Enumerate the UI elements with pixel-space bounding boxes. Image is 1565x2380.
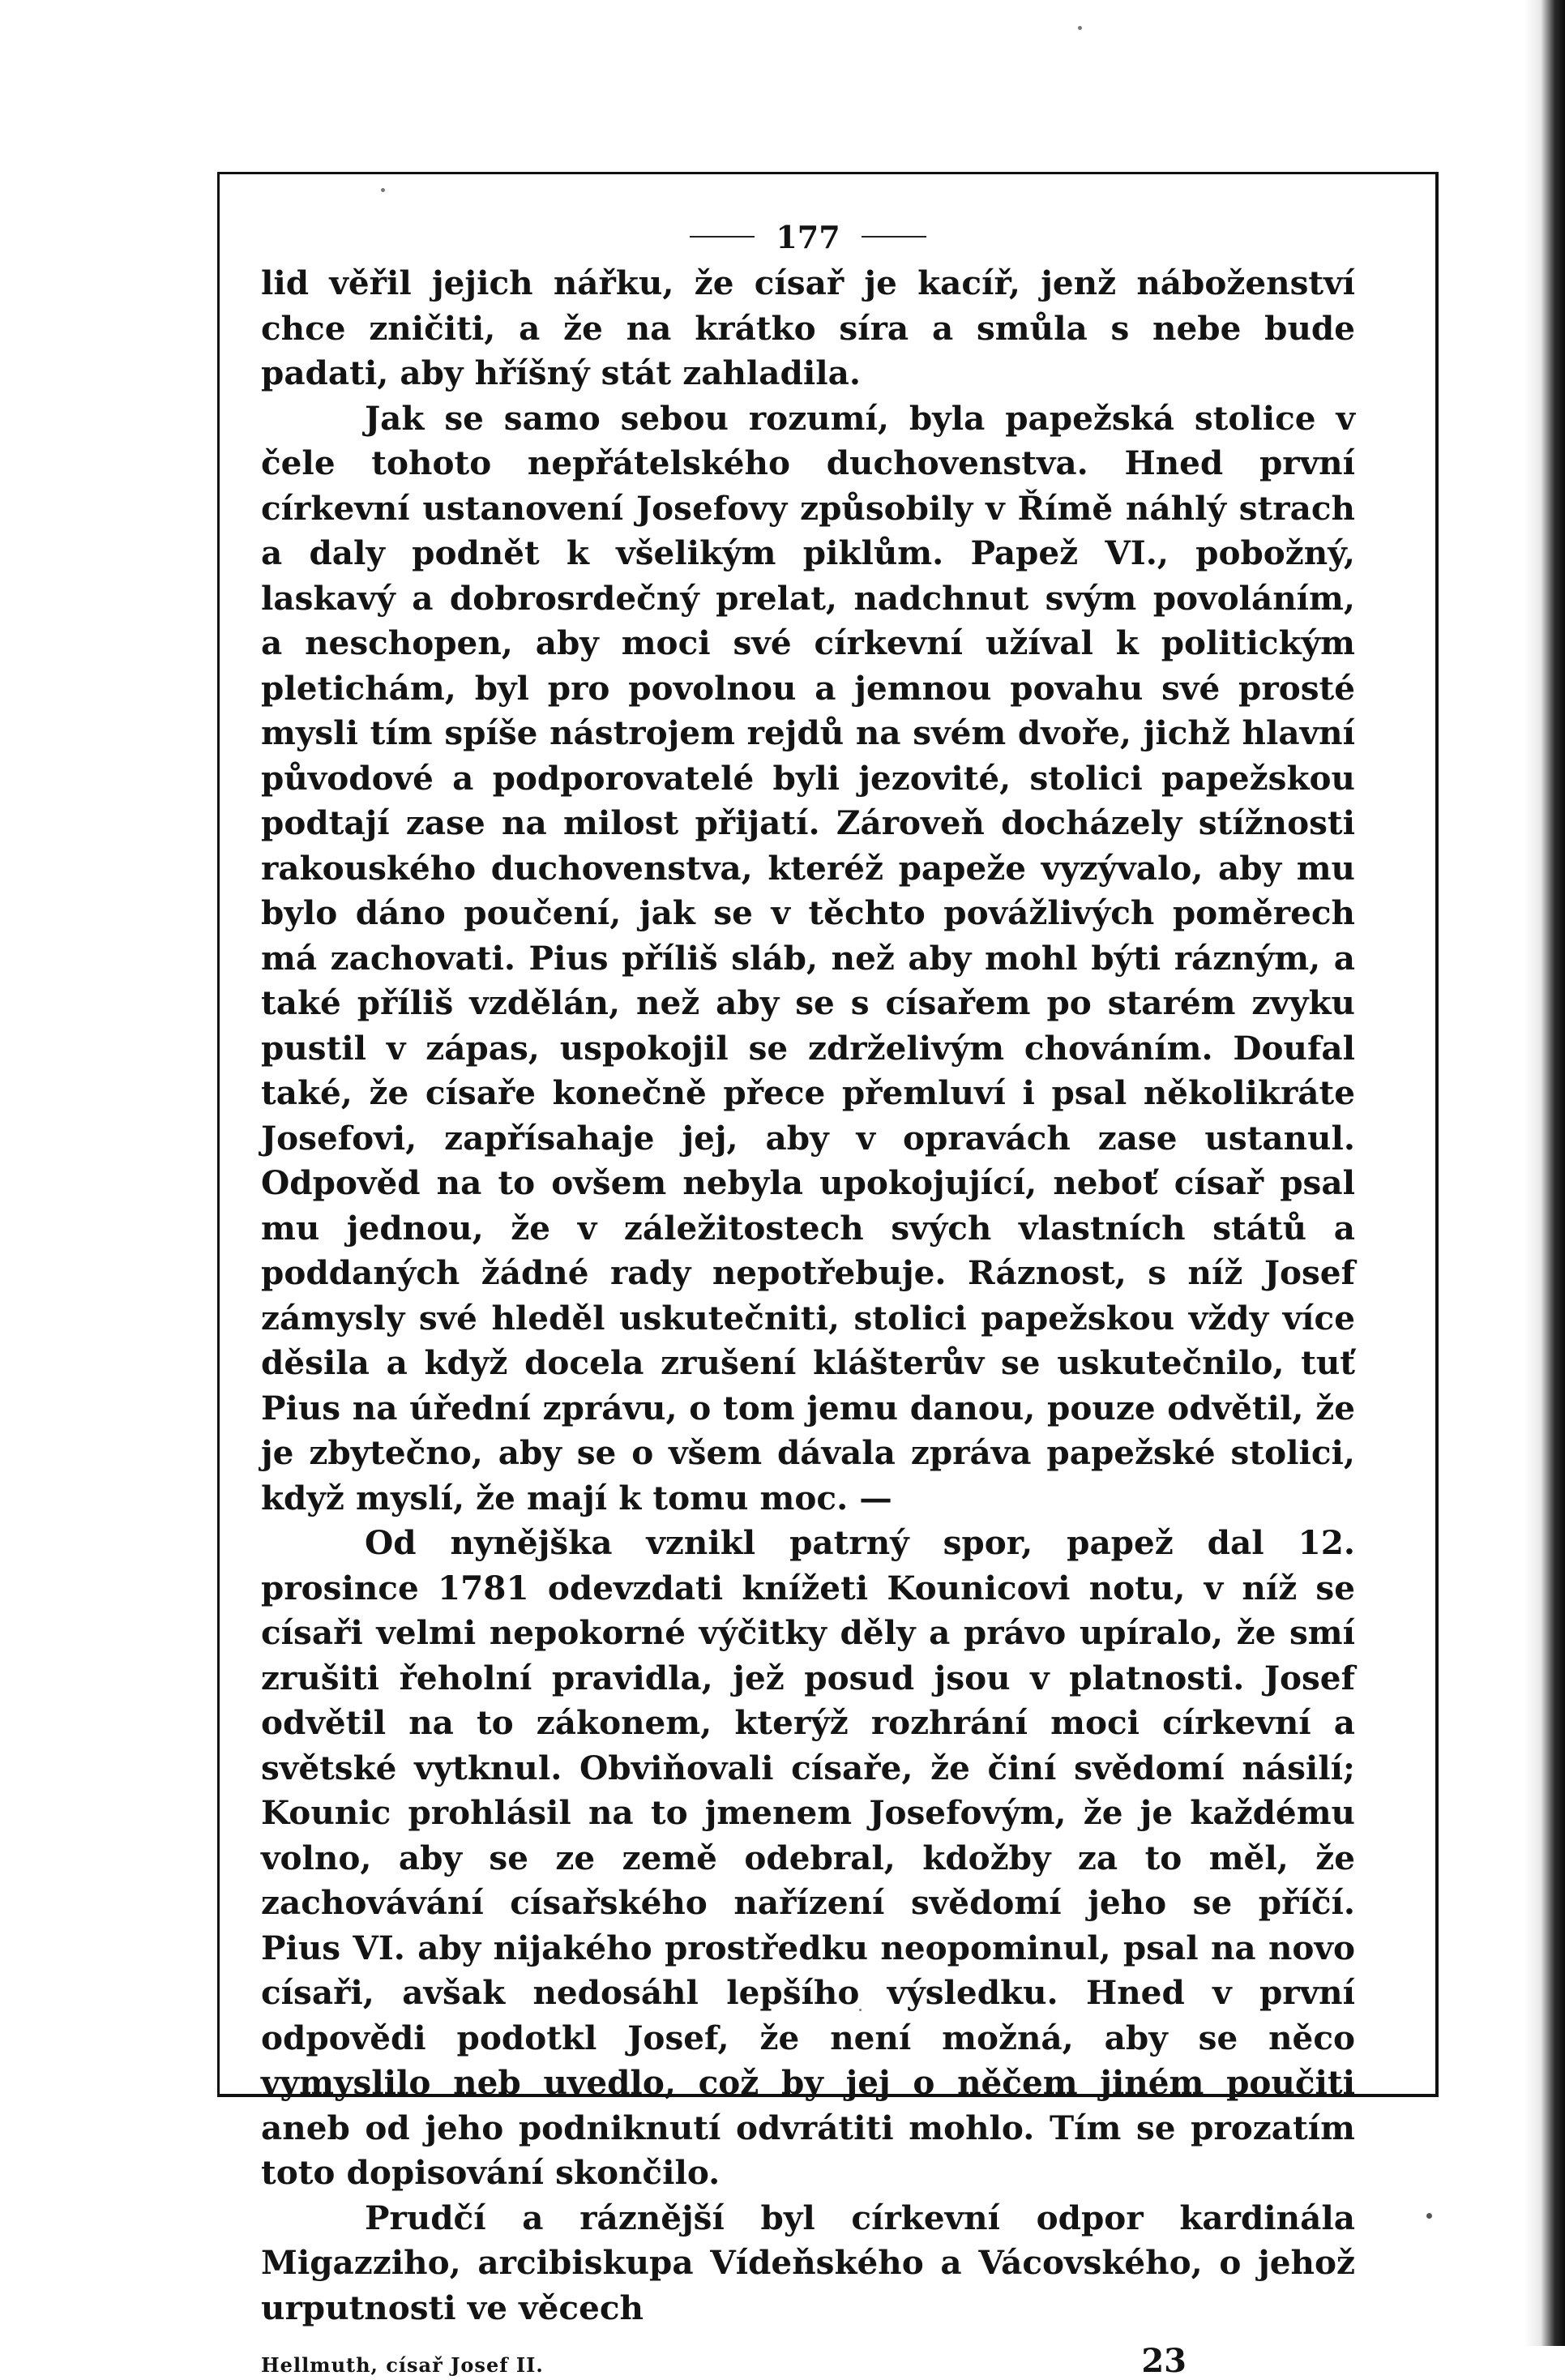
page-content — [261, 212, 1355, 2380]
paragraph-continuation: lid věřil jejich nářku, že císař je kacíř, jenž náboženství chce zničiti, a že na krátko síra a smůla s nebe bude padati, aby hříšný stát zahladila. — [261, 263, 1355, 392]
signature-mark: 23 — [1141, 2342, 1187, 2380]
page-header — [261, 212, 1355, 261]
paper-speck — [381, 188, 385, 192]
paper-speck — [1078, 26, 1082, 30]
paragraph-papal-see: Jak se samo sebou rozumí, byla papežská stolice v čele tohoto nepřátelského duchovenstva. Hned první církevní ustanovení Josefovy způsobily v Římě náhlý strach a daly podnět k všelikým piklům. Papež VI., pobožný, laskavý a dobrosrdečný prelat, nadchnut svým povoláním, a neschopen, aby moci své církevní užíval k politickým pletichám, byl pro povolnou a jemnou povahu své prosté mysli tím spíše nástrojem rejdů na svém dvoře, jichž hlavní původové a podporovatelé byli jezovité, stolici papežskou podtají zase na milost přijatí. Zároveň docházely stížnosti rakouského duchovenstva, kteréž papeže vyzývalo, aby mu bylo dáno poučení, jak se v těchto povážlivých poměrech má zachovati. Pius příliš sláb, než aby mohl býti rázným, a také příliš vzdělán, než aby se s císařem po starém zvyku pustil v zápas, uspokojil se zdrželivým chováním. Doufal také, že císaře konečně přece přemluví i psal několikráte Josefovi, zapřísahaje jej, aby v opravách zase ustanul. Odpověd na to ovšem nebyla upokojující, neboť císař psal mu jednou, že v záležitostech svých vlastních států a poddaných žádné rady nepotřebuje. Ráznost, s níž Josef zámysly své hleděl uskutečniti, stolici papežskou vždy více děsila a když docela zrušení klášterův se uskutečnilo, tuť Pius na úřední zprávu, o tom jemu danou, pouze odvětil, že je zbytečno, aby se o všem dávala zpráva papežské stolici, když myslí, že mají k tomu moc. — — [261, 398, 1355, 1517]
header-rule-right — [862, 236, 926, 238]
page-number: 177 — [776, 218, 840, 255]
paragraph-dispute: Od nynějška vznikl patrný spor, papež dal 12. prosince 1781 odevzdati knížeti Kounicovi notu, v níž se císaři velmi nepokorné výčitky děly a právo upíralo, že smí zrušiti řeholní pravidla, jež posud jsou v platnosti. Josef odvětil na to zákonem, kterýž rozhrání moci církevní a světské vytknul. Obviňovali císaře, že činí svědomí násilí; Kounic prohlásil na to jmenem Josefovým, že je každému volno, aby se ze země odebral, kdožby za to měl, že zachovávání císařského nařízení svědomí jeho se příčí. Pius VI. aby nijakého prostředku neopominul, psal na novo císaři, avšak nedosáhl lepšího výsledku. Hned v první odpovědi podotkl Josef, že není možná, aby se něco vymyslilo neb uvedlo, což by jej o něčem jiném poučiti aneb od jeho podniknutí odvrátiti mohlo. Tím se prozatím toto dopisování skončilo. — [261, 1523, 1355, 2192]
page-footer — [261, 2342, 1355, 2380]
paragraph-migazzi: Prudčí a ráznější byl církevní odpor kardinála Migazziho, arcibiskupa Vídeňského a Vácovského, o jehož urputnosti ve věcech — [261, 2198, 1355, 2327]
footer-note: Hellmuth, císař Josef II. — [261, 2353, 544, 2377]
book-spine-shadow — [1524, 0, 1565, 2346]
paper-speck — [1426, 2213, 1432, 2219]
header-rule-left — [690, 236, 755, 238]
